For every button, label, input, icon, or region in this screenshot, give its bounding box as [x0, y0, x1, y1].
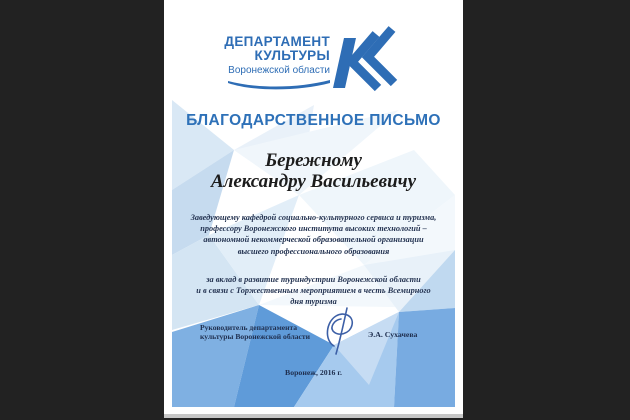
- certificate-page: [164, 0, 463, 414]
- body-paragraph-credentials: [174, 212, 453, 257]
- certificate-title: БЛАГОДАРСТВЕННОЕ ПИСЬМО: [186, 112, 441, 129]
- recipient-given-names: Александру Васильевичу: [210, 171, 417, 192]
- paragraph1-line3: автономной некоммерческой образовательной организации: [203, 235, 424, 245]
- logo-underline-swoosh-icon: [228, 80, 330, 89]
- body-paragraph-reason: [174, 274, 453, 308]
- paper-bottom-shadow: [164, 414, 463, 418]
- paragraph1-line4: высшего профессионального образования: [237, 246, 390, 256]
- paragraph1-line2: профессору Воронежского института высоких технологий –: [200, 224, 427, 234]
- logo-line-2: КУЛЬТУРЫ: [254, 48, 330, 63]
- place-and-date: Воронеж, 2016 г.: [285, 368, 342, 377]
- department-of-culture-logo: [224, 26, 404, 94]
- signer-role-line2: культуры Воронежской области: [200, 332, 310, 342]
- paragraph2-line2: и в связи с Торжественным мероприятием в честь Всемирного: [196, 286, 431, 296]
- recipient-name: [164, 150, 463, 192]
- paragraph1-line1: Заведующему кафедрой социально-культурного сервиса и туризма,: [190, 213, 437, 222]
- signer-role-line1: Руководитель департамента: [200, 323, 298, 332]
- signer-role: [200, 323, 320, 341]
- paragraph2-line3: дня туризма: [290, 297, 337, 307]
- double-k-monogram-icon: [333, 29, 394, 88]
- logo-line-3: Воронежской области: [228, 65, 330, 76]
- recipient-surname: Бережному: [265, 150, 362, 171]
- handwritten-signature-icon: [320, 306, 368, 356]
- logo-line-1: ДЕПАРТАМЕНТ: [224, 34, 330, 49]
- signer-name: Э.А. Сухачева: [368, 330, 418, 339]
- paragraph2-line1: за вклад в развитие туриндустрии Воронежской области: [206, 275, 421, 284]
